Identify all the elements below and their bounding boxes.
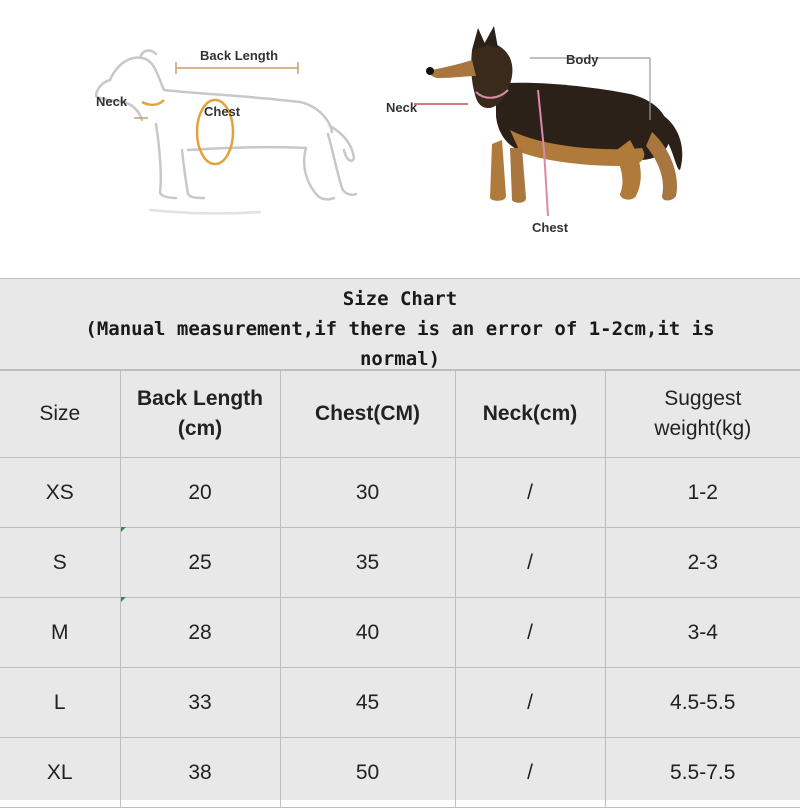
cell-neck: / (455, 458, 605, 528)
cell-size: M (0, 598, 120, 668)
table-row (0, 668, 800, 738)
cell-neck: / (455, 528, 605, 598)
cell-weight: 3-4 (605, 598, 800, 668)
dog-outline-diagram (0, 20, 380, 260)
size-table (0, 370, 800, 808)
cell-chest: 45 (280, 668, 455, 738)
table-row (0, 528, 800, 598)
header-weight-line2: weight(kg) (606, 414, 800, 444)
cell-size: XS (0, 458, 120, 528)
label-neck-left: Neck (96, 94, 128, 109)
table-row (0, 738, 800, 808)
header-back-length-line1: Back Length (121, 384, 280, 414)
size-chart-note-line2: normal) (0, 344, 800, 374)
cell-chest: 50 (280, 738, 455, 808)
size-chart (0, 278, 800, 800)
label-chest-left: Chest (204, 104, 241, 119)
size-chart-title: Size Chart (0, 284, 800, 314)
cell-corner-marker (121, 527, 126, 532)
cell-size: L (0, 668, 120, 738)
cell-corner-marker (121, 597, 126, 602)
cell-back-length: 25 (120, 528, 280, 598)
header-weight-line1: Suggest (606, 384, 800, 414)
label-body: Body (566, 52, 599, 67)
cell-neck: / (455, 668, 605, 738)
cell-back-length: 38 (120, 738, 280, 808)
cell-neck: / (455, 738, 605, 808)
table-row (0, 458, 800, 528)
measurement-illustration (0, 0, 800, 278)
cell-chest: 30 (280, 458, 455, 528)
cell-back-length: 28 (120, 598, 280, 668)
cell-chest: 35 (280, 528, 455, 598)
cell-weight: 4.5-5.5 (605, 668, 800, 738)
label-neck-right: Neck (386, 100, 418, 115)
label-chest-right: Chest (532, 220, 569, 235)
header-suggest-weight (605, 371, 800, 458)
size-chart-title-block (0, 278, 800, 370)
cell-size: XL (0, 738, 120, 808)
cell-weight: 5.5-7.5 (605, 738, 800, 808)
cell-weight: 2-3 (605, 528, 800, 598)
cell-size: S (0, 528, 120, 598)
cell-chest: 40 (280, 598, 455, 668)
cell-back-length: 33 (120, 668, 280, 738)
table-header-row (0, 371, 800, 458)
header-size: Size (0, 371, 120, 458)
dog-photo-diagram (380, 20, 800, 260)
cell-weight: 1-2 (605, 458, 800, 528)
label-back-length: Back Length (200, 48, 278, 63)
header-neck: Neck(cm) (455, 371, 605, 458)
header-chest: Chest(CM) (280, 371, 455, 458)
header-back-length-line2: (cm) (121, 414, 280, 444)
cell-neck: / (455, 598, 605, 668)
size-chart-note-line1: (Manual measurement,if there is an error of 1-2cm,it is (0, 314, 800, 344)
header-back-length (120, 371, 280, 458)
cell-back-length: 20 (120, 458, 280, 528)
table-row (0, 598, 800, 668)
